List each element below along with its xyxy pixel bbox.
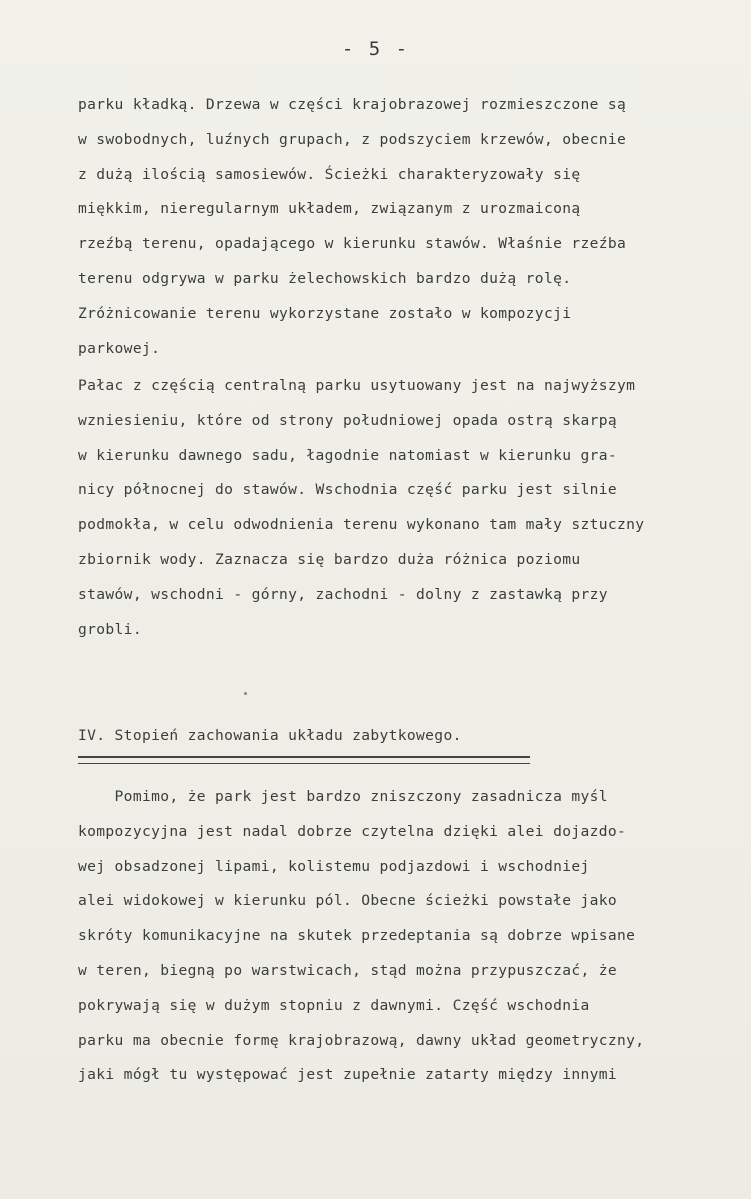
- text-line: rzeźbą terenu, opadającego w kierunku stawów. Właśnie rzeźba: [78, 235, 627, 253]
- text-line: skróty komunikacyjne na skutek przedeptania są dobrze wpisane: [78, 927, 636, 945]
- text-line: w kierunku dawnego sadu, łagodnie natomiast w kierunku gra-: [78, 446, 618, 464]
- text-line: Zróżnicowanie terenu wykorzystane zostało w kompozycji: [78, 304, 572, 322]
- text-line: wzniesieniu, które od strony południowej opada ostrą skarpą: [78, 411, 618, 429]
- text-line: parkowej.: [78, 339, 161, 357]
- section-heading: IV. Stopień zachowania układu zabytkowego.: [78, 727, 462, 744]
- text-line: Pomimo, że park jest bardzo zniszczony zasadnicza myśl: [78, 788, 608, 805]
- text-line: pokrywają się w dużym stopniu z dawnymi. Część wschodnia: [78, 996, 590, 1014]
- text-line: stawów, wschodni - górny, zachodni - dolny z zastawką przy: [78, 585, 608, 603]
- text-line: z dużą ilością samosiewów. Ścieżki charakteryzowały się: [78, 165, 581, 183]
- text-line: podmokła, w celu odwodnienia terenu wykonano tam mały sztuczny: [78, 516, 645, 534]
- text-line: Pałac z częścią centralną parku usytuowany jest na najwyższym: [78, 377, 636, 394]
- text-line: parku ma obecnie formę krajobrazową, dawny układ geometryczny,: [78, 1031, 645, 1049]
- text-line: kompozycyjna jest nadal dobrze czytelna dzięki alei dojazdo-: [78, 822, 627, 840]
- heading-underline: [78, 756, 530, 764]
- ink-dot: [244, 692, 247, 695]
- text-line: wej obsadzonej lipami, kolistemu podjazdowi i wschodniej: [78, 857, 590, 875]
- text-line: jaki mógł tu występować jest zupełnie zatarty między innymi: [78, 1066, 618, 1084]
- text-line: miękkim, nieregularnym układem, związanym z urozmaiconą: [78, 200, 581, 218]
- text-line: parku kładką. Drzewa w części krajobrazowej rozmieszczone są: [78, 96, 627, 113]
- text-line: nicy północnej do stawów. Wschodnia część parku jest silnie: [78, 481, 618, 499]
- page-number: - 5 -: [341, 38, 410, 60]
- text-line: w teren, biegną po warstwicach, stąd można przypuszczać, że: [78, 962, 618, 979]
- text-line: alei widokowej w kierunku pól. Obecne ścieżki powstałe jako: [78, 892, 618, 910]
- text-line: terenu odgrywa w parku żelechowskich bardzo dużą rolę.: [78, 270, 572, 287]
- text-line: zbiornik wody. Zaznacza się bardzo duża różnica poziomu: [78, 551, 581, 568]
- text-line: grobli.: [78, 620, 142, 638]
- text-line: w swobodnych, luźnych grupach, z podszyciem krzewów, obecnie: [78, 130, 627, 148]
